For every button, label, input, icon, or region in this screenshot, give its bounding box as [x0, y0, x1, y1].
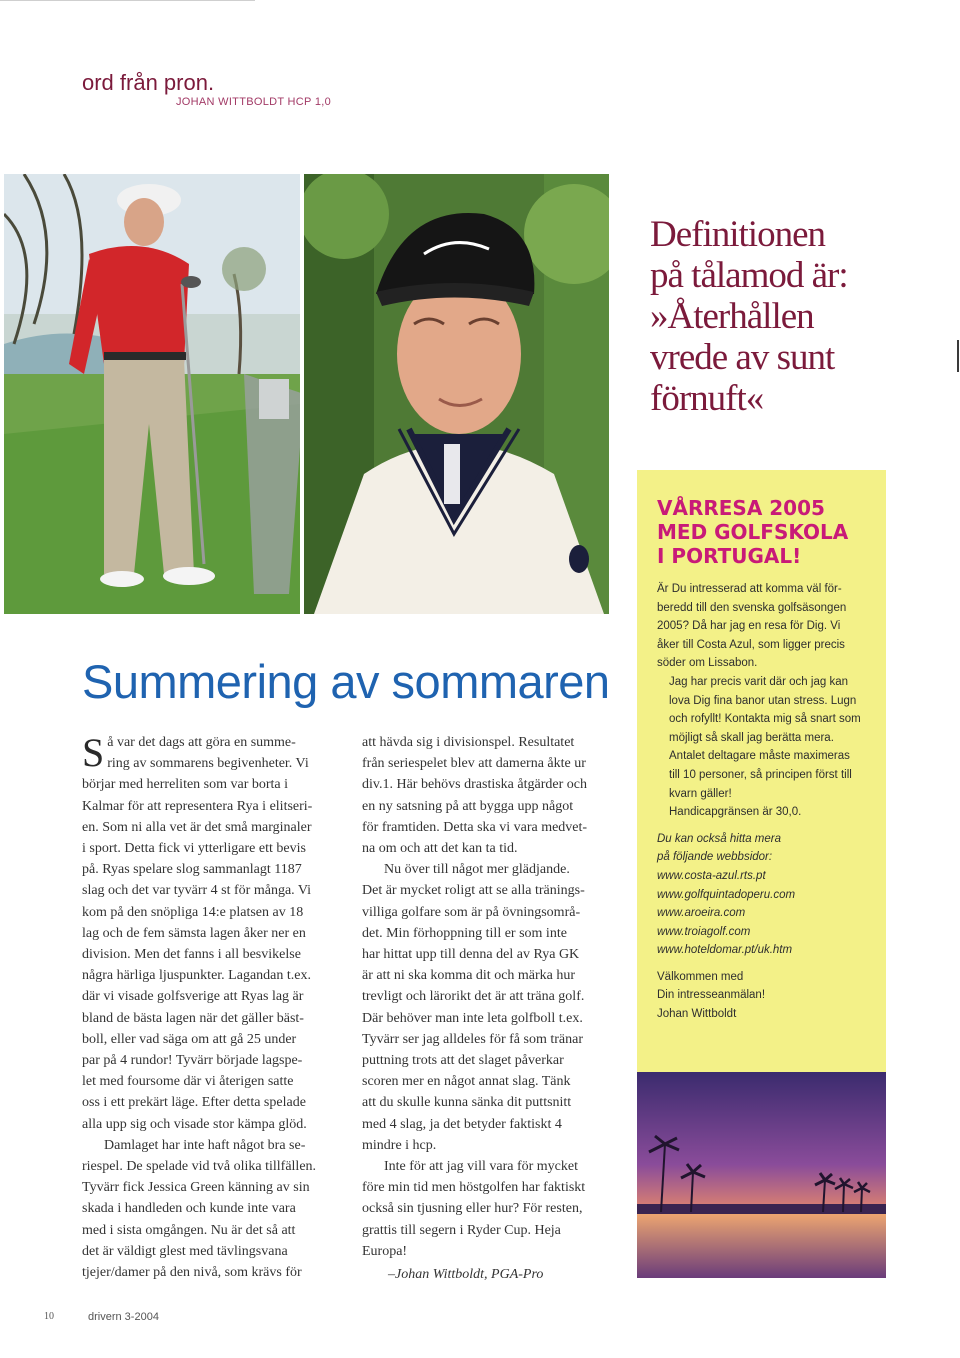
text-line: Europa! — [362, 1243, 408, 1259]
quote-line: på tålamod är: — [650, 255, 848, 296]
page-edge-mark — [957, 340, 959, 372]
text-line: börjar med herreliten som var borta i — [82, 777, 289, 793]
article-paragraph — [82, 732, 344, 1135]
text-line: att hävda sig i divisionspel. Resultatet — [362, 735, 575, 750]
text-line: mindre i hcp. — [362, 1137, 437, 1153]
text-line: det. Min förhoppning till er som inte — [362, 925, 567, 941]
paragraph-lines — [82, 1138, 316, 1280]
text-line: Där behöver man inte leta golfboll t.ex. — [362, 1010, 583, 1026]
text-line: 2005? Då har jag en resa för Dig. Vi — [657, 620, 841, 633]
handicap-limit: Handicapgränsen är 30,0. — [669, 806, 802, 819]
text-line: Nu över till något mer glädjande. — [384, 862, 570, 878]
text-line: Inte för att jag vill vara för mycket — [384, 1159, 578, 1175]
article-paragraph — [82, 1135, 344, 1283]
text-line: Damlaget har inte haft något bra se- — [104, 1137, 306, 1153]
website-link[interactable]: www.aroeira.com — [657, 907, 746, 920]
text-line: slag och det var tyvärr 4 st för många. Vi — [82, 883, 312, 899]
text-line: Johan Wittboldt — [657, 1008, 737, 1021]
text-line: det är väldigt glest med tävlingsvana — [82, 1243, 288, 1259]
text-line: att du skulle kunna sänka dit puttsnitt — [362, 1095, 572, 1111]
sidebar-title — [657, 496, 848, 568]
quote-line: Definitionen — [650, 214, 826, 255]
article-signature: –Johan Wittboldt, PGA-Pro — [388, 1267, 544, 1283]
text-line: några härliga ljuspunkter. Lagandan t.ex. — [82, 968, 311, 984]
paragraph-lines — [362, 862, 585, 1153]
magazine-issue: drivern 3-2004 — [88, 1311, 159, 1323]
text-line: boll, eller vad säga om att gå 25 under — [82, 1031, 297, 1047]
paragraph-lines — [362, 1159, 585, 1259]
top-rule — [0, 0, 255, 1]
article-column-1 — [82, 732, 344, 1283]
text-line: lova Dig fina banor utan stress. Lugn — [669, 694, 857, 707]
sidebar-body — [657, 580, 879, 1024]
text-line: Kalmar för att representera Rya i elitseri- — [82, 798, 313, 814]
text-line: trevligt och lärorikt det är att träna golf. — [362, 989, 585, 1005]
sidebar-paragraph — [657, 673, 879, 803]
golfer-portrait-cap-photo — [304, 174, 609, 614]
text-line: villiga golfare som är på övningsområ- — [362, 904, 581, 920]
text-line: också sin tjusning eller hur? För resten, — [362, 1201, 583, 1217]
text-line: Är Du intresserad att komma väl för- — [657, 583, 842, 595]
text-line: kvarn gäller! — [669, 787, 732, 800]
text-line: bland de bästa lagen när det gäller bäst- — [82, 1010, 304, 1026]
text-line: till 10 personer, så principen först till — [669, 768, 852, 781]
portugal-sunset-palms-photo — [637, 1072, 886, 1278]
text-line: Det är mycket roligt att se alla tränings- — [362, 883, 585, 899]
text-line: Jag har precis varit där och jag kan — [669, 675, 848, 688]
text-line: oss i ett prekärt läge. Efter detta spelade — [82, 1095, 306, 1111]
text-line: där vi visade golfsverige att Ryas lag är — [82, 989, 304, 1005]
text-line: en. Som ni alla vet är det små marginaler — [82, 819, 312, 835]
text-line: tjejer/damer på den nivå, som krävs för — [82, 1265, 302, 1281]
article-paragraph — [362, 732, 618, 859]
section-title: ord från pron. — [82, 70, 215, 95]
text-line: möjligt så skall jag berätta mera. — [669, 731, 834, 744]
author-byline: JOHAN WITTBOLDT HCP 1,0 — [176, 96, 332, 108]
text-line: Tyvärr ser jag alldeles för få som tränar — [362, 1031, 583, 1047]
text-line: med 4 slag, ja det betyder faktiskt 4 — [362, 1116, 562, 1132]
text-line: Välkommen med — [657, 970, 744, 983]
website-link[interactable]: www.costa-azul.rts.pt — [657, 869, 766, 882]
paragraph-lines — [362, 735, 587, 856]
text-line: alla upp sig och visade stor kämpa glöd. — [82, 1116, 307, 1132]
text-line: div.1. Här behövs drastiska åtgärder och — [362, 777, 587, 793]
sidebar-title-line: VÅRRESA 2005 — [657, 496, 825, 520]
text-line: har hittat upp till denna del av Rya GK — [362, 947, 580, 963]
text-line: är att ni ska komma dit och märka hur — [362, 968, 576, 984]
drop-cap: S — [82, 730, 105, 775]
website-link[interactable]: www.troiagolf.com — [657, 925, 751, 938]
text-line: par på 4 rundor! Tyvärr började lagspe- — [82, 1053, 303, 1069]
text-line: ring av sommarens begivenheter. Vi — [107, 756, 309, 772]
text-line: åker till Costa Azul, som ligger precis — [657, 638, 845, 651]
text-line: från seriespelet blev att damerna åkte ur — [362, 756, 586, 772]
quote-line: »Återhållen — [650, 296, 814, 337]
sidebar-title-line: MED GOLFSKOLA — [657, 520, 849, 544]
text-line: division. Men det fanns i all besvikelse — [82, 947, 301, 963]
quote-line: vrede av sunt — [650, 337, 835, 378]
text-line: Din intresseanmälan! — [657, 989, 766, 1002]
article-paragraph — [362, 859, 618, 1156]
text-line: na om och att det kan ta tid. — [362, 841, 518, 857]
text-line: med i sista omgången. Nu är det så att — [82, 1222, 296, 1238]
text-line: kom på den snöpliga 14:e platsen av 18 — [82, 904, 304, 920]
article-paragraph — [362, 1156, 618, 1262]
text-line: före min tid men höstgolfen har faktiskt — [362, 1180, 586, 1196]
text-line: i sport. Detta fick vi ytterligare ett bevis — [82, 841, 306, 857]
golfer-red-shirt-photo — [4, 174, 300, 614]
text-line: lag och de fem sämsta lagen åker ner en — [82, 925, 306, 941]
text-line: skada i handleden och kunde inte vara — [82, 1201, 296, 1217]
article-column-2 — [362, 732, 618, 1285]
text-line: Du kan också hitta mera — [657, 832, 782, 845]
quote-line: förnuft« — [650, 378, 764, 419]
text-line: beredd till den svenska golfsäsongen — [657, 601, 847, 614]
text-line: puttning trots att det slaget påverkar — [362, 1053, 564, 1069]
text-line: på följande webbsidor: — [657, 851, 773, 864]
links-intro — [657, 830, 879, 867]
website-link[interactable]: www.golfquintadoperu.com — [657, 888, 796, 901]
text-line: på. Ryas spelare slog sammanlagt 1187 — [82, 862, 302, 878]
text-line: Antalet deltagare måste maximeras — [669, 750, 850, 763]
sidebar-paragraph — [657, 580, 879, 673]
text-line: let med foursome där vi återigen satte — [82, 1074, 294, 1090]
text-line: för framtiden. Detta ska vi vara medvet- — [362, 819, 588, 835]
pull-quote — [650, 214, 940, 419]
sidebar-closing — [657, 968, 879, 1024]
text-line: söder om Lissabon. — [657, 657, 758, 670]
text-line: å var det dags att göra en summe- — [107, 735, 296, 750]
paragraph-lines — [82, 730, 313, 1132]
text-line: scoren mer en något annat slag. Tänk — [362, 1074, 571, 1090]
trip-sidebar — [637, 470, 886, 1278]
page-number: 10 — [44, 1311, 54, 1322]
text-line: Tyvärr fick Jessica Green känning av sin — [82, 1180, 310, 1196]
article-headline: Summering av sommaren — [82, 655, 610, 708]
website-link[interactable]: www.hoteldomar.pt/uk.htm — [657, 944, 793, 957]
text-line: riespel. De spelade vid två olika tillfällen. — [82, 1159, 317, 1175]
text-line: och rofyllt! Kontakta mig så snart som — [669, 713, 861, 726]
text-line: grattis till segern i Ryder Cup. Heja — [362, 1222, 561, 1238]
text-line: en ny satsning på att bygga upp något — [362, 798, 574, 814]
sidebar-title-line: I PORTUGAL! — [657, 544, 802, 568]
